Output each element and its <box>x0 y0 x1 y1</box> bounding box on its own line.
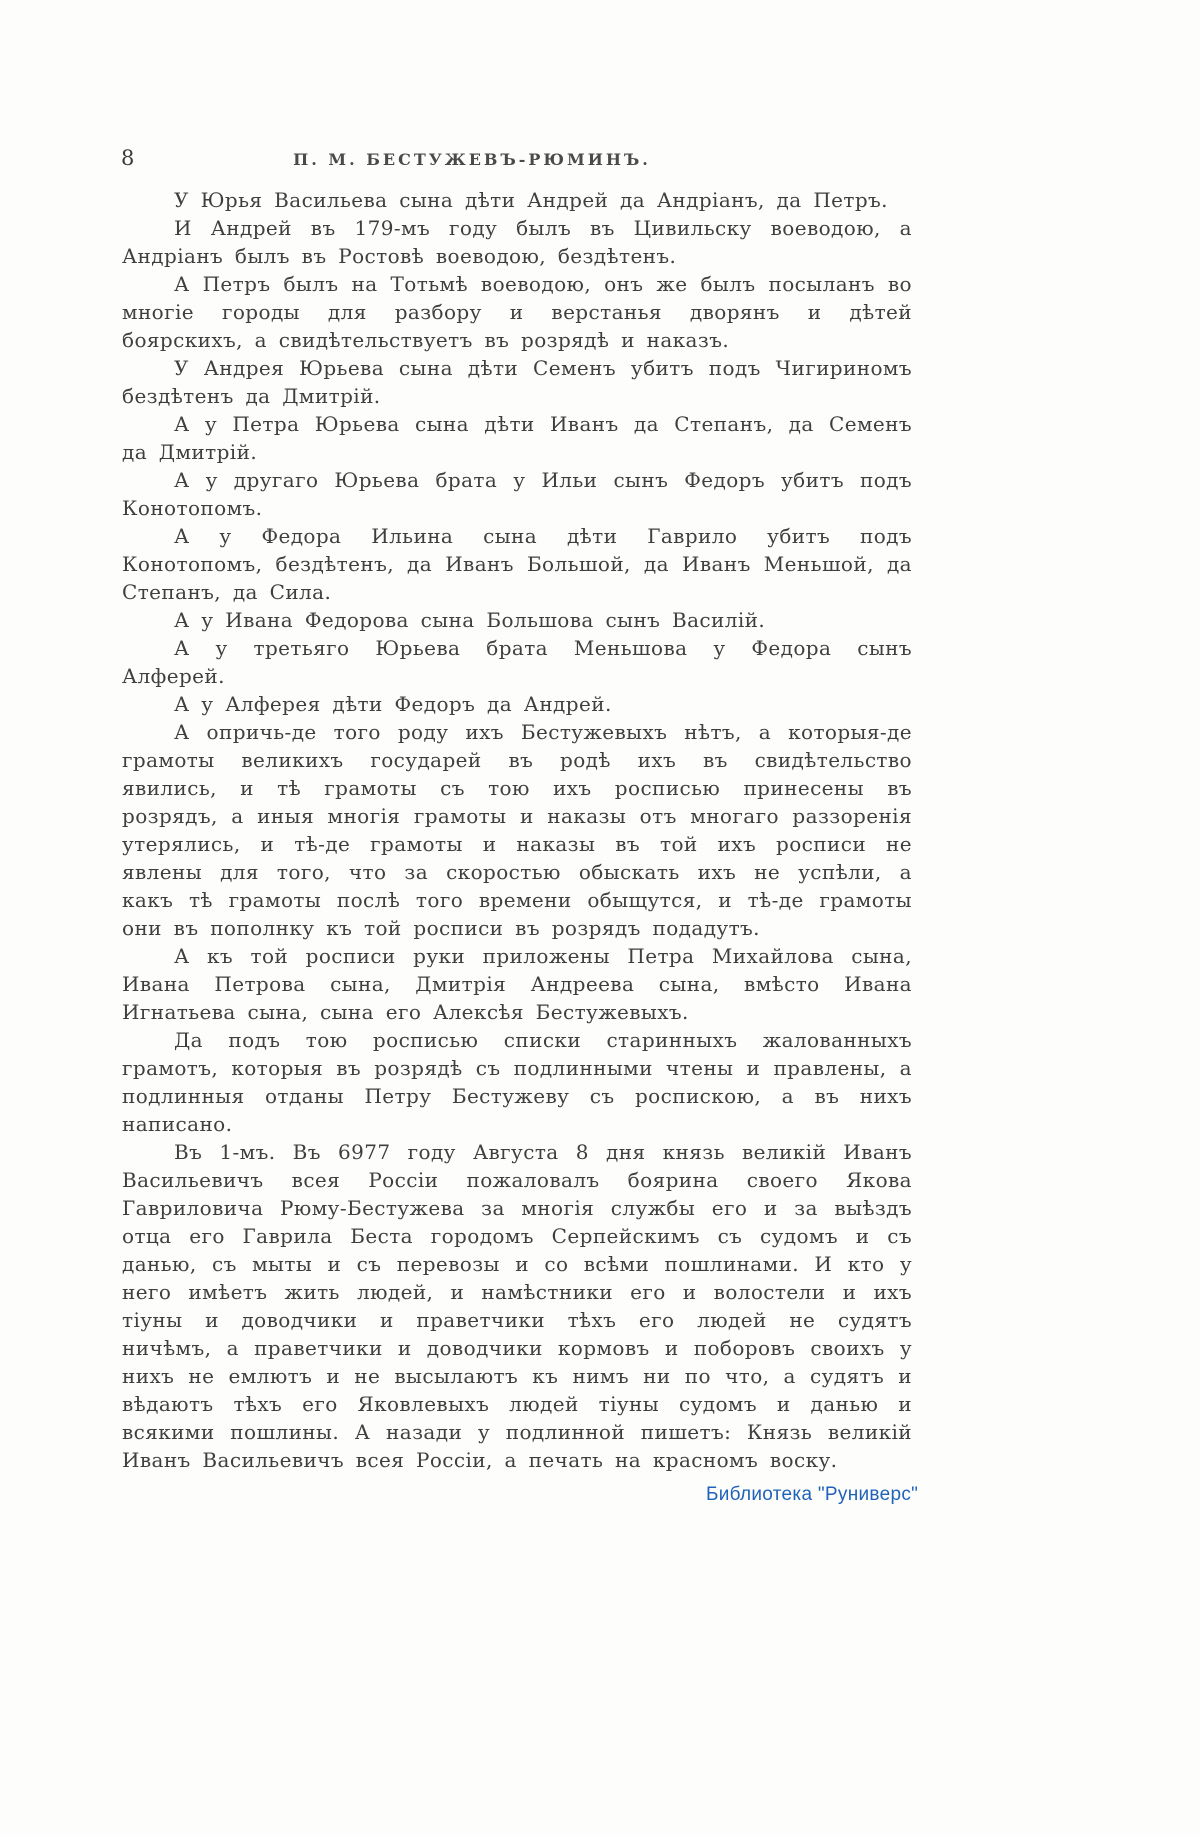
paragraph: У Андрея Юрьева сына дѣти Семенъ убитъ подъ Чигириномъ бездѣтенъ да Дмитрій. <box>122 356 912 408</box>
paragraph: А опричь-де того роду ихъ Бестужевыхъ нѣтъ, а которыя-де грамоты великихъ государей въ родѣ ихъ въ свидѣтельство явились, и тѣ грамоты съ тою ихъ росписью принесены въ розрядъ, а иныя многія грамоты и наказы отъ многаго раззоренія утерялись, и тѣ-де грамоты и наказы въ той ихъ росписи не явлены для того, что за скоростью обыскать ихъ не успѣли, а какъ тѣ грамоты послѣ того времени обыщутся, и тѣ-де грамоты они въ пополнку къ той росписи въ розрядъ подадутъ. <box>122 720 912 940</box>
paragraph: А Петръ былъ на Тотьмѣ воеводою, онъ же былъ посыланъ во многіе городы для разбору и верстанья дворянъ и дѣтей боярскихъ, а свидѣтельствуетъ въ розрядѣ и наказъ. <box>122 272 912 352</box>
paragraph: А у Федора Ильина сына дѣти Гаврило убитъ подъ Конотопомъ, бездѣтенъ, да Иванъ Большой, да Иванъ Меньшой, да Степанъ, да Сила. <box>122 524 912 604</box>
paragraph: И Андрей въ 179-мъ году былъ въ Цивильску воеводою, а Андріанъ былъ въ Ростовѣ воеводою, бездѣтенъ. <box>122 216 912 268</box>
paragraph: А у Алферея дѣти Федоръ да Андрей. <box>174 692 612 716</box>
paragraph: А къ той росписи руки приложены Петра Михайлова сына, Ивана Петрова сына, Дмитрія Андреева сына, вмѣсто Ивана Игнатьева сына, сына его Алексѣя Бестужевыхъ. <box>122 944 912 1024</box>
paragraph: Да подъ тою росписью списки старинныхъ жалованныхъ грамотъ, которыя въ розрядѣ съ подлинными чтены и правлены, а подлинныя отданы Петру Бестужеву съ роспискою, а въ нихъ написано. <box>122 1028 912 1136</box>
running-title: П. М. БЕСТУЖЕВЪ-РЮМИНЪ. <box>293 150 651 169</box>
paragraph: А у Ивана Федорова сына Большова сынъ Василій. <box>174 608 766 632</box>
paragraph: А у Петра Юрьева сына дѣти Иванъ да Степанъ, да Семенъ да Дмитрій. <box>122 412 912 464</box>
library-watermark: Библиотека "Руниверс" <box>706 1484 919 1505</box>
paragraph: А у третьяго Юрьева брата Меньшова у Федора сынъ Алферей. <box>122 636 912 688</box>
paragraph: Въ 1-мъ. Въ 6977 году Августа 8 дня князь великій Иванъ Васильевичъ всея Россіи пожаловалъ боярина своего Якова Гавриловича Рюму-Бестужева за многія службы его и за выѣздъ отца его Гаврила Беста городомъ Серпейскимъ съ судомъ и съ данью, съ мыты и съ перевозы и со всѣми пошлинами. И кто у него имѣетъ жить людей, и намѣстники его и волостели и ихъ тіуны и доводчики и праветчики тѣхъ его людей не судятъ ничѣмъ, а праветчики и доводчики кормовъ и поборовъ своихъ у нихъ не емлютъ и не высылаютъ къ нимъ ни по что, а судятъ и вѣдаютъ тѣхъ его Яковлевыхъ людей тіуны судомъ и данью и всякими пошлины. А назади у подлинной пишетъ: Князь великій Иванъ Васильевичъ всея Россіи, а печать на красномъ воску. <box>122 1140 912 1472</box>
text-block <box>122 186 912 1474</box>
paragraph: А у другаго Юрьева брата у Ильи сынъ Федоръ убитъ подъ Конотопомъ. <box>122 468 912 520</box>
page-number: 8 <box>121 146 135 170</box>
paragraph: У Юрья Васильева сына дѣти Андрей да Андріанъ, да Петръ. <box>174 188 888 212</box>
